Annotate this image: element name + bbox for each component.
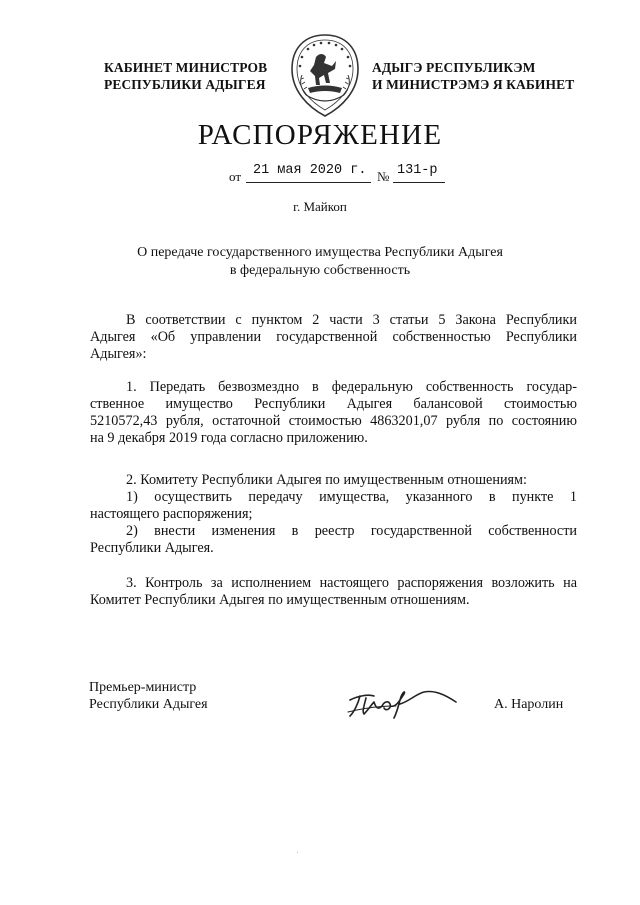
number-label: № bbox=[377, 169, 390, 184]
item-1-line: 1. Передать безвозмездно в федеральную собственность государ- bbox=[126, 379, 577, 395]
document-title: РАСПОРЯЖЕНИЕ bbox=[197, 119, 443, 151]
subject-line2: в федеральную собственность bbox=[229, 263, 411, 278]
header-right-line2: И МИНИСТРЭМЭ Я КАБИНЕТ bbox=[372, 77, 575, 92]
number-value: 131-р bbox=[397, 163, 438, 178]
preamble-line: Адыгея «Об управлении государственной собственностью Республики bbox=[90, 329, 577, 345]
item-1-paragraph bbox=[90, 379, 577, 447]
date-from-label: от bbox=[229, 169, 242, 184]
document-subject bbox=[0, 244, 640, 280]
item-1-line: на 9 декабря 2019 года согласно приложению. bbox=[90, 430, 368, 446]
subject-line1: О передаче государственного имущества Республики Адыгея bbox=[137, 245, 503, 260]
item-1-line: 5210572,43 рубля, остаточной стоимостью 4863201,07 рубля по состоянию bbox=[90, 413, 577, 429]
preamble-line: В соответствии с пунктом 2 части 3 статьи 5 Закона Республики bbox=[126, 312, 577, 328]
header-right-line1: АДЫГЭ РЕСПУБЛИКЭМ bbox=[372, 60, 536, 75]
date-underline bbox=[246, 182, 371, 183]
emblem-icon bbox=[288, 33, 362, 118]
header-left-line1: КАБИНЕТ МИНИСТРОВ bbox=[104, 60, 268, 75]
number-underline bbox=[393, 182, 445, 183]
signatory-name: А. Наролин bbox=[494, 697, 564, 712]
handwritten-signature-icon bbox=[344, 686, 464, 722]
item-1-line: ственное имущество Республики Адыгея балансовой стоимостью bbox=[90, 396, 577, 412]
item-3-line: 3. Контроль за исполнением настоящего распоряжения возложить на bbox=[126, 575, 577, 591]
position-line2: Республики Адыгея bbox=[89, 697, 208, 712]
city-label: г. Майкоп bbox=[293, 199, 347, 214]
preamble-paragraph bbox=[90, 312, 577, 363]
item-2-line: 2. Комитету Республики Адыгея по имущественным отношениям: bbox=[126, 472, 527, 488]
item-2-sub1-line: настоящего распоряжения; bbox=[90, 506, 253, 522]
signatory-position bbox=[89, 679, 208, 713]
item-2-sub2-line: 2) внести изменения в реестр государственной собственности bbox=[126, 523, 577, 539]
position-line1: Премьер-министр bbox=[89, 680, 197, 695]
header-left bbox=[104, 59, 267, 93]
scan-speck bbox=[297, 852, 298, 853]
item-2-sub1-line: 1) осуществить передачу имущества, указанного в пункте 1 bbox=[126, 489, 577, 505]
item-2-paragraph bbox=[90, 472, 577, 557]
date-value: 21 мая 2020 г. bbox=[253, 163, 367, 178]
preamble-line: Адыгея»: bbox=[90, 346, 147, 362]
item-3-line: Комитет Республики Адыгея по имущественным отношениям. bbox=[90, 592, 470, 608]
header-left-line2: РЕСПУБЛИКИ АДЫГЕЯ bbox=[104, 77, 266, 92]
header-right bbox=[372, 59, 574, 93]
item-2-sub2-line: Республики Адыгея. bbox=[90, 540, 214, 556]
item-3-paragraph bbox=[90, 575, 577, 609]
